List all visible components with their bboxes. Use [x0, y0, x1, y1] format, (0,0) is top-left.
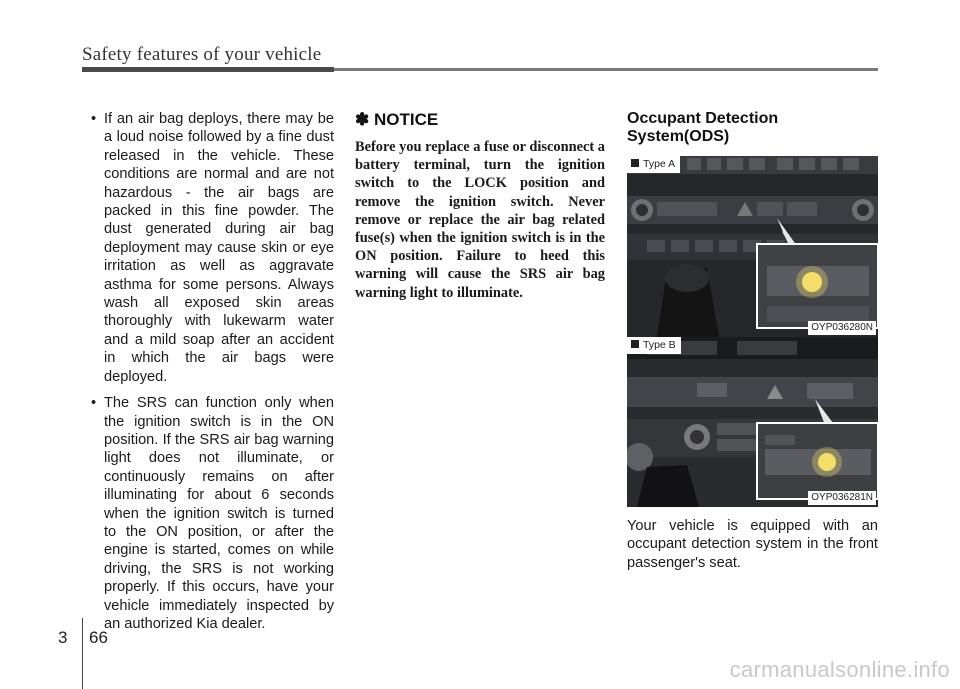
- page-number: 66: [89, 628, 108, 647]
- chapter-number: 3: [58, 628, 68, 647]
- notice-heading: ✽ NOTICE: [355, 110, 439, 129]
- ods-body: Your vehicle is equipped with an occupant detection system in the front passenger's seat.: [627, 518, 878, 571]
- notice-body: Before you replace a fuse or disconnect a battery terminal, turn the ignition switch to the LOCK position and remove the ignition switch. Never remove or replace the air bag related fuse(s) when the ignition switch is in the ON position. Failure to heed this warning will cause the SRS air bag warning light to illuminate.: [355, 139, 605, 301]
- bullet-srs-function: • The SRS can function only when the ignition switch is in the ON position. If the SRS air bag warning light does not illuminate, or continuously remains on after illuminating for about 6 seconds when the ignition switch is turned to the ON position, or after the engine is started, comes on while driving, the SRS is not working properly. If this occurs, have your vehicle immediately inspected by an authorized Kia dealer.: [88, 394, 334, 633]
- running-header: Safety features of your vehicle: [82, 44, 322, 65]
- footer-divider: [82, 618, 83, 689]
- figure-b-code: OYP036281N: [808, 491, 876, 505]
- bullet-airbag-deploy: • If an air bag deploys, there may be a loud noise followed by a fine dust released in the vehicle. These conditions are normal and are not hazardous - the air bags are packed in this fine powder. The dust generated during air bag deployment may cause skin or eye irritation as well as aggravate asthma for some persons. Always wash all exposed skin areas thoroughly with lukewarm water and a mild soap after an accident in which the air bags were deployed.: [88, 110, 334, 386]
- dashboard-photo-b: [627, 337, 878, 507]
- ods-column: [627, 110, 878, 146]
- type-a-label: [627, 156, 680, 173]
- figure-type-a: [627, 156, 878, 337]
- type-b-text: Type B: [643, 339, 676, 351]
- square-bullet-icon: [631, 159, 639, 167]
- notice-column: [355, 110, 605, 302]
- header-rule: [82, 68, 878, 71]
- square-bullet-icon: [631, 340, 639, 348]
- figure-type-b: [627, 337, 878, 507]
- left-column: [88, 110, 334, 641]
- watermark: carmanualsonline.info: [729, 657, 950, 682]
- type-b-label: [627, 337, 681, 354]
- figure-a-code: OYP036280N: [808, 321, 876, 335]
- type-a-text: Type A: [643, 158, 676, 170]
- dashboard-photo-a: [627, 156, 878, 337]
- ods-title: Occupant Detection System(ODS): [627, 110, 779, 145]
